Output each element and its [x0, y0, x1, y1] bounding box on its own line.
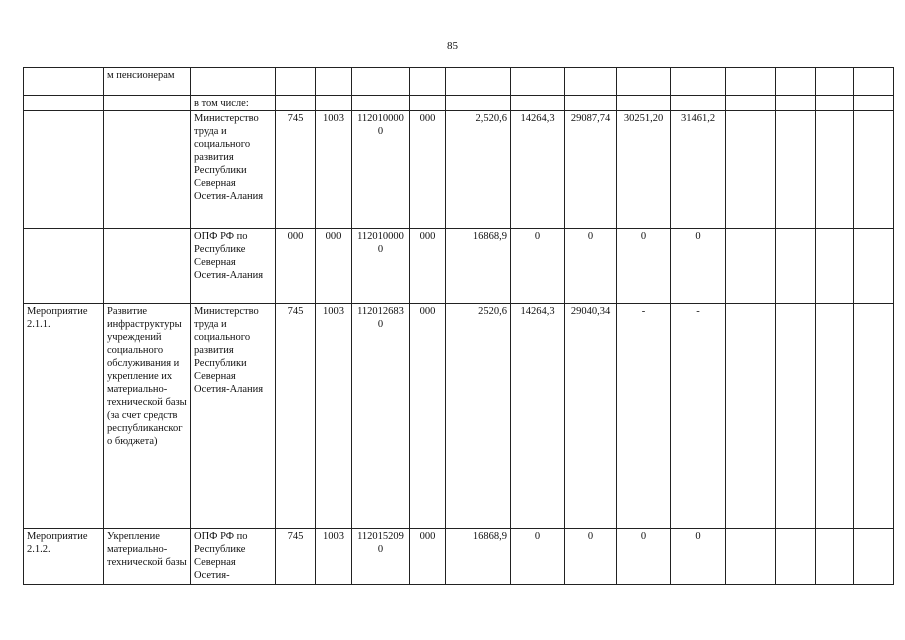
table-cell-c3 — [191, 68, 276, 96]
table-cell-empty — [816, 304, 854, 529]
table-cell-empty — [854, 304, 894, 529]
table-cell-c8 — [446, 96, 511, 111]
table-cell-c5: 1003 — [316, 111, 352, 229]
table-cell-c2 — [104, 111, 191, 229]
table-cell-c12: 0 — [671, 229, 726, 304]
table-cell-c6: 1120100000 — [352, 111, 410, 229]
table-cell-c9 — [511, 68, 565, 96]
table-cell-c3: в том числе: — [191, 96, 276, 111]
table-cell-empty — [816, 96, 854, 111]
table-cell-c12: 0 — [671, 529, 726, 585]
budget-table — [23, 67, 894, 585]
table-cell-c2: Укрепление материально-технической базы — [104, 529, 191, 585]
table-cell-c11: 30251,20 — [617, 111, 671, 229]
table-cell-c3: ОПФ РФ по Республике Северная Осетия- — [191, 529, 276, 585]
table-cell-empty — [816, 529, 854, 585]
table-cell-empty — [816, 111, 854, 229]
table-cell-c12: - — [671, 304, 726, 529]
table-cell-empty — [726, 96, 776, 111]
table-cell-empty — [776, 68, 816, 96]
table-cell-empty — [776, 304, 816, 529]
table-cell-c5 — [316, 96, 352, 111]
table-cell-c1: Мероприятие 2.1.1. — [24, 304, 104, 529]
table-cell-c9 — [511, 96, 565, 111]
table-cell-c8: 2520,6 — [446, 304, 511, 529]
table-row — [24, 68, 894, 96]
table-cell-empty — [776, 111, 816, 229]
table-row — [24, 529, 894, 585]
table-cell-c8: 16868,9 — [446, 529, 511, 585]
table-row — [24, 229, 894, 304]
table-cell-empty — [854, 68, 894, 96]
table-cell-c5: 1003 — [316, 304, 352, 529]
table-cell-c5: 000 — [316, 229, 352, 304]
table-cell-c7 — [410, 68, 446, 96]
table-cell-c6 — [352, 96, 410, 111]
table-cell-c9: 14264,3 — [511, 304, 565, 529]
table-cell-c11: 0 — [617, 529, 671, 585]
page-number: 85 — [447, 40, 458, 52]
table-cell-empty — [776, 96, 816, 111]
table-cell-c4: 745 — [276, 529, 316, 585]
table-cell-c3: ОПФ РФ по Республике Северная Осетия-Алания — [191, 229, 276, 304]
table-cell-c7 — [410, 96, 446, 111]
table-cell-c3: Министерство труда и социального развития Республики Северная Осетия-Алания — [191, 304, 276, 529]
table-cell-c6 — [352, 68, 410, 96]
table-cell-c7: 000 — [410, 529, 446, 585]
table-cell-c2 — [104, 229, 191, 304]
table-cell-c10 — [565, 68, 617, 96]
table-cell-c1 — [24, 68, 104, 96]
table-cell-empty — [816, 229, 854, 304]
table-cell-c8: 2,520,6 — [446, 111, 511, 229]
table-cell-c12: 31461,2 — [671, 111, 726, 229]
table-cell-c7: 000 — [410, 229, 446, 304]
table-cell-c8: 16868,9 — [446, 229, 511, 304]
table-cell-c1 — [24, 229, 104, 304]
table-cell-c6: 1120152090 — [352, 529, 410, 585]
table-cell-c2 — [104, 96, 191, 111]
table-cell-empty — [854, 111, 894, 229]
table-cell-empty — [854, 96, 894, 111]
table-cell-c1 — [24, 96, 104, 111]
table-cell-c6: 1120126830 — [352, 304, 410, 529]
table-cell-c9: 14264,3 — [511, 111, 565, 229]
table-cell-c4: 745 — [276, 304, 316, 529]
table-cell-c11 — [617, 96, 671, 111]
table-cell-c11 — [617, 68, 671, 96]
table-cell-c4 — [276, 96, 316, 111]
table-cell-c4: 000 — [276, 229, 316, 304]
table-cell-c10: 29040,34 — [565, 304, 617, 529]
table-cell-empty — [776, 229, 816, 304]
table-row — [24, 96, 894, 111]
table-cell-c6: 1120100000 — [352, 229, 410, 304]
table-cell-c12 — [671, 68, 726, 96]
table-cell-c11: - — [617, 304, 671, 529]
table-cell-empty — [854, 529, 894, 585]
table-cell-empty — [726, 68, 776, 96]
table-row — [24, 111, 894, 229]
table-cell-empty — [726, 111, 776, 229]
table-cell-c10: 0 — [565, 229, 617, 304]
table-cell-c10 — [565, 96, 617, 111]
table-cell-empty — [816, 68, 854, 96]
table-cell-c2: м пенсионерам — [104, 68, 191, 96]
table-cell-c10: 0 — [565, 529, 617, 585]
table-cell-c7: 000 — [410, 304, 446, 529]
table-cell-empty — [854, 229, 894, 304]
table-cell-c2: Развитие инфраструктуры учреждений социального обслуживания и укрепление их материально-технической базы (за счет средств республиканского бюджета) — [104, 304, 191, 529]
table-cell-c5: 1003 — [316, 529, 352, 585]
table-cell-empty — [726, 229, 776, 304]
table-row — [24, 304, 894, 529]
table-cell-empty — [776, 529, 816, 585]
table-cell-c12 — [671, 96, 726, 111]
table-cell-c11: 0 — [617, 229, 671, 304]
table-cell-empty — [726, 304, 776, 529]
table-cell-c5 — [316, 68, 352, 96]
table-cell-c4: 745 — [276, 111, 316, 229]
table-cell-c7: 000 — [410, 111, 446, 229]
table-cell-c1: Мероприятие 2.1.2. — [24, 529, 104, 585]
table-cell-c4 — [276, 68, 316, 96]
table-cell-empty — [726, 529, 776, 585]
table-cell-c9: 0 — [511, 529, 565, 585]
table-body — [24, 68, 894, 585]
table-cell-c3: Министерство труда и социального развития Республики Северная Осетия-Алания — [191, 111, 276, 229]
table-cell-c1 — [24, 111, 104, 229]
table-cell-c9: 0 — [511, 229, 565, 304]
table-cell-c10: 29087,74 — [565, 111, 617, 229]
table-cell-c8 — [446, 68, 511, 96]
